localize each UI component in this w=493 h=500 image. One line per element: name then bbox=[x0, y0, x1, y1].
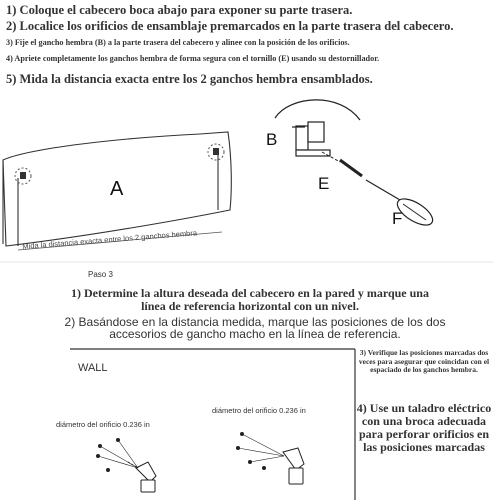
drill-right-illustration bbox=[237, 433, 305, 485]
label-b: B bbox=[266, 130, 278, 149]
step-5-text: 5) Mida la distancia exacta entre los 2 ganchos hembra ensamblados. bbox=[6, 72, 373, 86]
measure-caption: Mida la distancia exacta entre los 2 ganchos hembra bbox=[22, 228, 198, 251]
section-heading: Paso 3 bbox=[88, 270, 113, 279]
female-hook-marker-right bbox=[208, 144, 224, 160]
step-4-text: 4) Apriete completamente los ganchos hembra de forma segura con el tornillo (E) usando su destornillador. bbox=[6, 54, 380, 63]
female-hook-marker-left bbox=[15, 168, 31, 184]
step-p4-text: 4) Use un taladro eléctrico con una broca adecuada para perforar orificios en las posiciones marcadas bbox=[356, 401, 492, 454]
screw-illustration bbox=[322, 152, 362, 176]
label-a: A bbox=[110, 178, 124, 200]
label-f: F bbox=[392, 209, 403, 228]
step-p1-text: 1) Determine la altura deseada del cabecero en la pared y marque una línea de referencia horizontal con un nivel. bbox=[71, 286, 429, 313]
hole-diameter-label-right: diámetro del orificio 0.236 in bbox=[212, 406, 306, 415]
label-e: E bbox=[318, 174, 330, 193]
step-1-text: 1) Coloque el cabecero boca abajo para exponer su parte trasera. bbox=[6, 3, 353, 17]
step-3-text: 3) Fije el gancho hembra (B) a la parte trasera del cabecero y alinee con la posición de los orificios. bbox=[6, 38, 350, 47]
hole-diameter-label-left: diámetro del orificio 0.236 in bbox=[56, 420, 150, 429]
hook-detail-illustration bbox=[275, 100, 360, 156]
step-2-text: 2) Localice los orificios de ensamblaje premarcados en la parte trasera del cabecero. bbox=[6, 19, 454, 33]
drill-left-illustration bbox=[97, 439, 157, 493]
wall-label: WALL bbox=[78, 362, 108, 374]
step-p3-text: 3) Verifique las posiciones marcadas dos veces para asegurar que coincidan con el espaciado de los ganchos hembra. bbox=[358, 348, 490, 374]
step-p2-text: 2) Basándose en la distancia medida, marque las posiciones de los dos accesorios de gancho macho en la línea de referencia. bbox=[64, 315, 446, 341]
